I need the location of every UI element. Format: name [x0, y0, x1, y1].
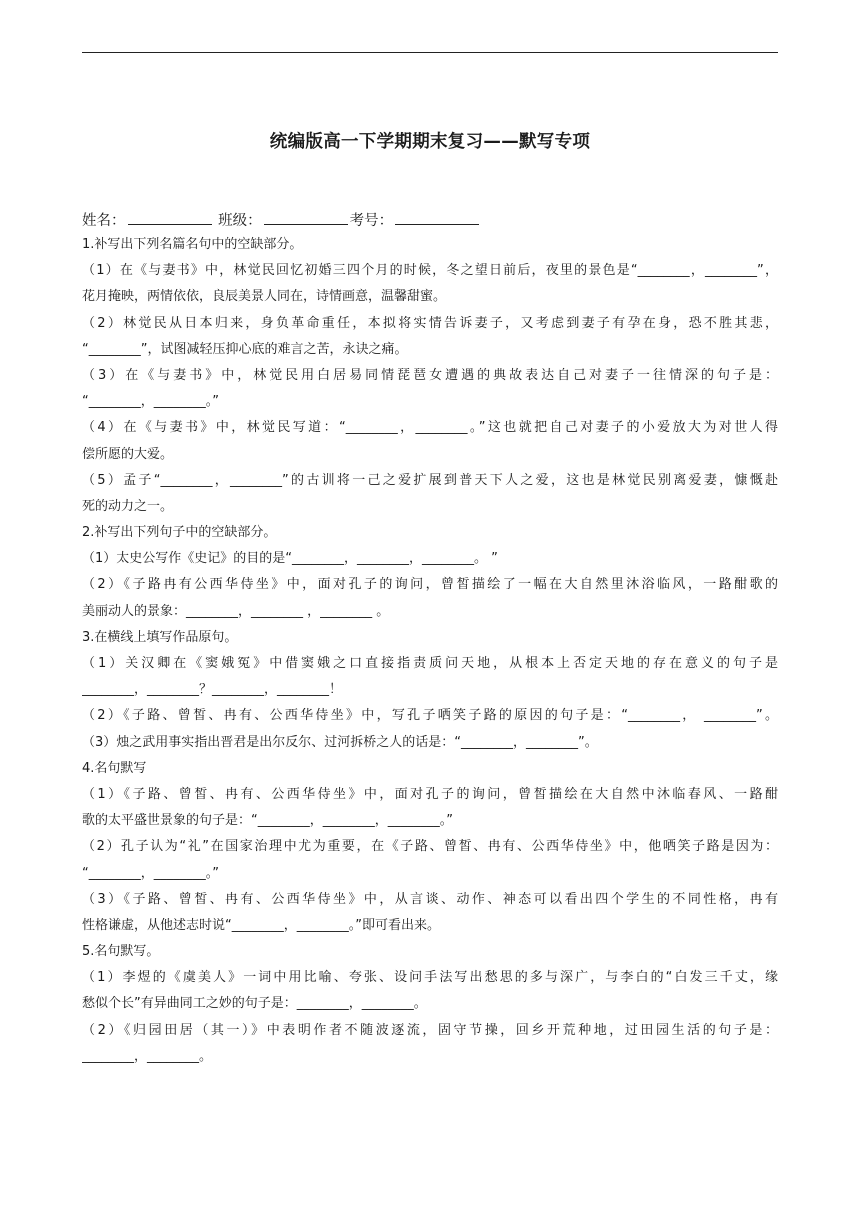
section-heading: 4.名句默写: [82, 760, 147, 776]
question-line: （1）关汉卿在《窦娥冤》中借窦娥之口直接指责质问天地，从根本上否定天地的存在意义的句子是: [82, 656, 778, 671]
question-line: （2）《子路、曾皙、冉有、公西华侍坐》中，写孔子哂笑子路的原因的句子是：“________， ________”。: [82, 708, 778, 724]
student-info-row: [82, 209, 481, 230]
question-line: 歌的太平盛世景象的句子是：“________，________，________。”: [82, 813, 453, 829]
question-line: ________，________。: [82, 1048, 213, 1064]
section-heading: 5.名句默写。: [82, 944, 160, 960]
question-line: （1）在《与妻书》中，林觉民回忆初婚三四个月的时候，冬之望日前后，夜里的景色是“________，________”，: [82, 263, 778, 279]
header-rule: [82, 52, 778, 53]
question-line: （1）《子路、曾皙、冉有、公西华侍坐》中，面对孔子的询问，曾皙描绘在大自然中沐临春风、一路酣: [82, 786, 778, 802]
question-line: 性格谦虚，从他述志时说“________，________。”即可看出来。: [82, 917, 440, 933]
question-line: 美丽动人的景象：________，________ ，________ 。: [82, 603, 390, 619]
question-content: [82, 232, 778, 1070]
question-line: （1）李煜的《虞美人》一词中用比喻、夸张、设问手法写出愁思的多与深广，与李白的“白发三千丈，缘: [82, 970, 778, 986]
question-line: （2）《子路冉有公西华侍坐》中，面对孔子的询问，曾皙描绘了一幅在大自然里沐浴临风，一路酣歌的: [82, 577, 778, 593]
question-line: “________，________。”: [82, 865, 219, 881]
question-line: （4）在《与妻书》中，林觉民写道：“________，________。”这也就把自己对妻子的小爱放大为对世人得: [82, 420, 778, 436]
question-line: （3）烛之武用事实指出晋君是出尔反尔、过河拆桥之人的话是：“________，________”。: [82, 734, 598, 750]
question-line: ________，________？________，________！: [82, 682, 343, 698]
page-title: 统编版高一下学期期末复习——默写专项: [269, 132, 591, 152]
question-line: “________”，试图减轻压抑心底的难言之苦，永诀之痛。: [82, 341, 408, 357]
question-line: （2）《归园田居（其一）》中表明作者不随波逐流，固守节操，回乡开荒种地，过田园生活的句子是：: [82, 1022, 778, 1038]
question-line: 死的动力之一。: [82, 498, 174, 514]
question-line: （1）太史公写作《史记》的目的是“________，________，________。 ”: [82, 551, 498, 567]
class-label: 班级：: [218, 213, 262, 229]
section-heading: 1.补写出下列名篇名句中的空缺部分。: [82, 237, 303, 252]
question-line: （2）孔子认为“礼”在国家治理中尤为重要，在《子路、曾皙、冉有、公西华侍坐》中，他哂笑子路是因为：: [82, 839, 778, 855]
question-line: （3）《子路、曾皙、冉有、公西华侍坐》中，从言谈、动作、神态可以看出四个学生的不同性格，冉有: [82, 891, 778, 907]
number-label: 考号：: [349, 213, 394, 229]
number-blank[interactable]: [395, 210, 479, 225]
section-heading: 3.在横线上填写作品原句。: [82, 629, 238, 645]
question-line: （2）林觉民从日本归来，身负革命重任，本拟将实情告诉妻子，又考虑到妻子有孕在身，恐不胜其悲，: [82, 315, 778, 331]
question-line: （5）孟子“________，________”的古训将一己之爱扩展到普天下人之爱，这也是林觉民别离爱妻，慷慨赴: [82, 472, 778, 488]
question-line: “________，________。”: [82, 394, 219, 410]
question-line: 偿所愿的大爱。: [82, 446, 174, 462]
name-blank[interactable]: [128, 210, 212, 225]
class-blank[interactable]: [264, 210, 348, 225]
question-line: 愁似个长”有异曲同工之妙的句子是：________，________。: [82, 996, 427, 1012]
question-line: 花月掩映，两情依依，良辰美景人同在，诗情画意，温馨甜蜜。: [82, 289, 447, 305]
question-line: （3）在《与妻书》中，林觉民用白居易同情琵琶女遭遇的典故表达自己对妻子一往情深的句子是：: [82, 367, 778, 383]
section-heading: 2.补写出下列句子中的空缺部分。: [82, 525, 277, 541]
name-label: 姓名：: [82, 213, 126, 229]
